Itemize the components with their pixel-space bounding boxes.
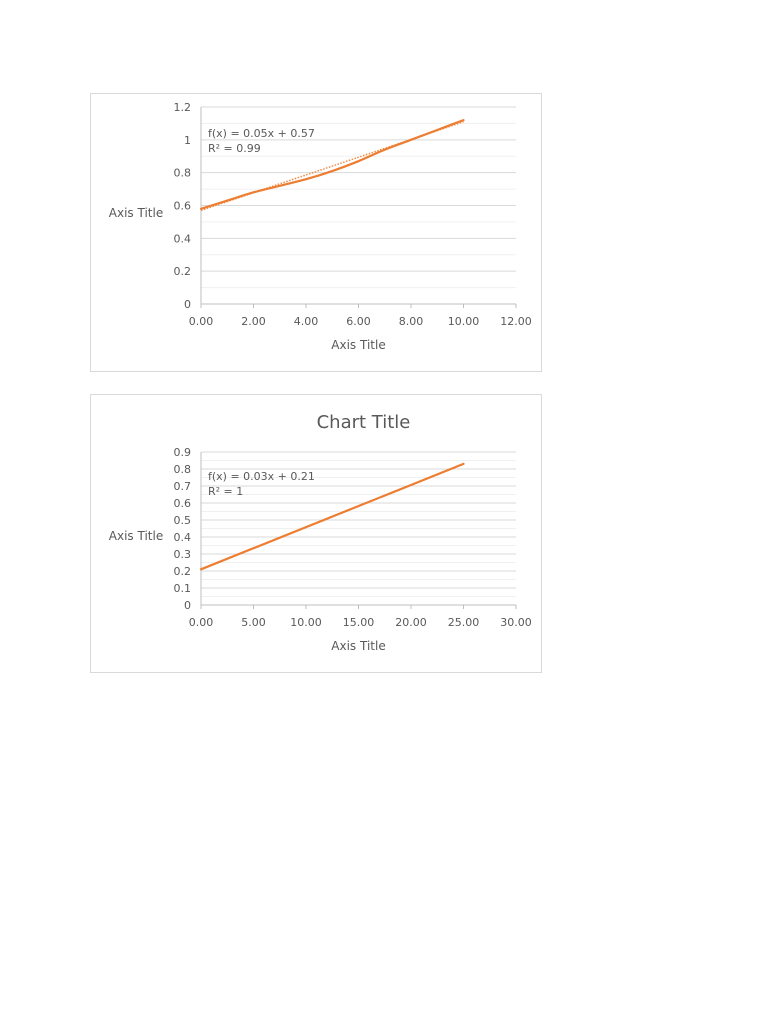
y-tick-label: 1.2 (173, 101, 191, 114)
trendline-equation: f(x) = 0.05x + 0.57 (208, 127, 315, 140)
chart-title: Chart Title (316, 412, 411, 433)
y-tick-label: 0.9 (173, 446, 191, 459)
y-tick-label: 0.1 (173, 582, 191, 595)
x-tick-label: 20.00 (395, 616, 427, 629)
y-tick-label: 0 (184, 298, 191, 311)
trendline-r-squared: R² = 1 (208, 485, 244, 498)
y-axis-title: Axis Title (108, 206, 164, 220)
x-tick-label: 8.00 (398, 315, 424, 328)
y-tick-label: 0.2 (173, 265, 191, 279)
x-tick-label: 10.00 (290, 616, 322, 629)
y-tick-label: 0.3 (173, 548, 191, 561)
x-axis-title: Axis Title (331, 639, 386, 653)
x-tick-label: 30.00 (500, 616, 532, 629)
x-tick-label: 0.00 (188, 315, 214, 328)
x-tick-label: 12.00 (500, 315, 532, 328)
x-tick-label: 10.00 (447, 315, 480, 328)
x-tick-label: 4.00 (293, 315, 319, 328)
x-tick-label: 2.00 (241, 315, 266, 328)
x-axis-title: Axis Title (331, 338, 386, 352)
y-axis-title: Axis Title (108, 529, 164, 543)
trendline-equation: f(x) = 0.03x + 0.21 (208, 470, 315, 483)
y-tick-label: 0.4 (173, 232, 191, 246)
x-tick-label: 6.00 (346, 315, 371, 328)
chart-2-svg (91, 395, 543, 674)
y-tick-label: 0.8 (173, 463, 191, 476)
x-tick-label: 5.00 (241, 616, 266, 629)
chart-2 (90, 394, 542, 673)
chart-1-svg (91, 94, 543, 373)
y-tick-label: 0 (184, 599, 191, 612)
x-tick-label: 0.00 (188, 616, 214, 629)
y-tick-label: 0.8 (173, 166, 191, 180)
y-tick-label: 0.7 (173, 480, 191, 493)
trendline-r-squared: R² = 0.99 (208, 142, 261, 155)
y-tick-label: 0.6 (173, 497, 191, 510)
y-tick-label: 0.2 (173, 565, 191, 578)
y-tick-label: 1 (184, 133, 191, 147)
x-tick-label: 15.00 (342, 616, 375, 629)
y-tick-label: 0.5 (173, 514, 191, 527)
x-tick-label: 25.00 (447, 616, 480, 629)
y-tick-label: 0.6 (173, 199, 191, 213)
y-tick-label: 0.4 (173, 531, 191, 544)
chart-1 (90, 93, 542, 372)
